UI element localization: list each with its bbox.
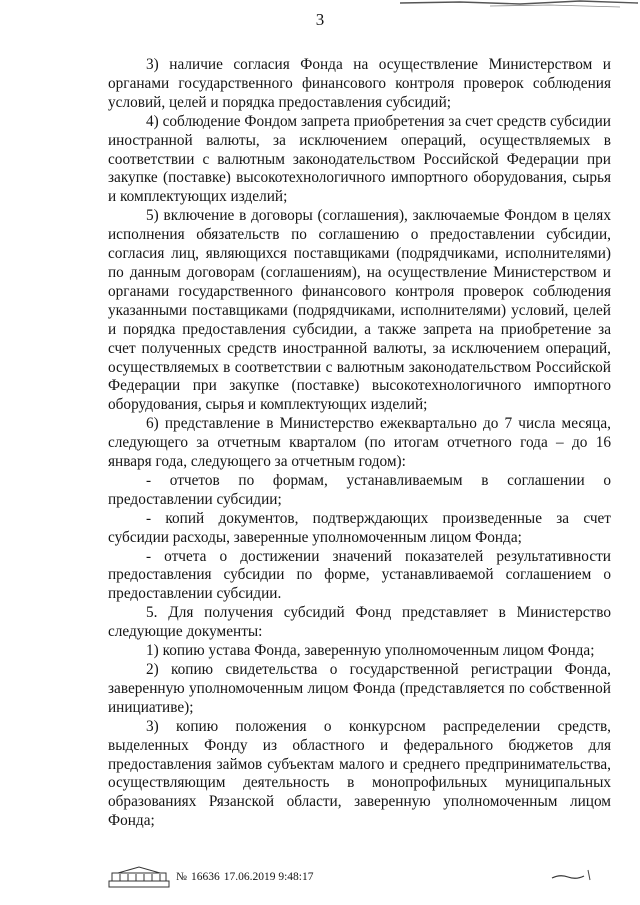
handwritten-mark	[548, 866, 598, 884]
document-body	[108, 56, 611, 831]
paragraph: 6) представление в Министерство ежеквартально до 7 числа месяца, следующего за отчетным кварталом (по итогам отчетного года – до 16 января года, следующего за отчетным годом):	[108, 415, 611, 471]
document-timestamp: 17.06.2019 9:48:17	[223, 871, 314, 883]
paragraph: 5) включение в договоры (соглашения), заключаемые Фондом в целях исполнения обязательств по соглашению о предоставлении субсидии, согласия лиц, являющихся поставщиками (подрядчиками, исполнителями) по данным договорам (соглашениям), на осуществление Министерством и органами государственного финансового контроля проверок соблюдения указанными поставщиками (подрядчиками, исполнителями) условий, целей и порядка предоставления субсидии, а также запрета на приобретение за счет полученных средств иностранной валюты, за исключением операций, осуществляемых в соответствии с валютным законодательством Российской Федерации при закупке (поставке) высокотехнологичного импортного оборудования, сырья и комплектующих изделий;	[108, 207, 611, 414]
paragraph: 4) соблюдение Фондом запрета приобретения за счет средств субсидии иностранной валюты, за исключением операций, осуществляемых в соответствии с валютным законодательством Российской Федерации при закупке (поставке) высокотехнологичного импортного оборудования, сырья и комплектующих изделий;	[108, 112, 611, 206]
paragraph: - копий документов, подтверждающих произведенные за счет субсидии расходы, заверенные уполномоченным лицом Фонда;	[108, 509, 611, 546]
page-number: 3	[315, 10, 325, 29]
paragraph: - отчета о достижении значений показателей результативности предоставления субсидии по форме, устанавливаемой соглашением о предоставлении субсидии.	[108, 547, 611, 603]
number-sign: №	[176, 871, 187, 883]
paragraph: - отчетов по формам, устанавливаемым в соглашении о предоставлении субсидии;	[108, 471, 611, 508]
paragraph: 3) наличие согласия Фонда на осуществление Министерством и органами государственного финансового контроля проверок соблюдения условий, целей и порядка предоставления субсидий;	[108, 56, 611, 111]
paragraph: 5. Для получения субсидий Фонд представляет в Министерство следующие документы:	[108, 604, 611, 641]
paragraph: 1) копию устава Фонда, заверенную уполномоченным лицом Фонда;	[146, 642, 595, 660]
document-number: 16636	[190, 871, 220, 883]
paragraph: 3) копию положения о конкурсном распределении средств, выделенных Фонду из областного и федерального бюджетов для предоставления займов субъектам малого и среднего предпринимательства, осуществляющим деятельность в монопрофильных муниципальных образованиях Рязанской области, заверенную уполномоченным лицом Фонда;	[108, 717, 611, 830]
building-seal-icon	[108, 866, 170, 888]
document-footer	[108, 866, 314, 888]
paragraph: 2) копию свидетельства о государственной регистрации Фонда, заверенную уполномоченным лицом Фонда (представляется по собственной инициативе);	[108, 661, 611, 716]
